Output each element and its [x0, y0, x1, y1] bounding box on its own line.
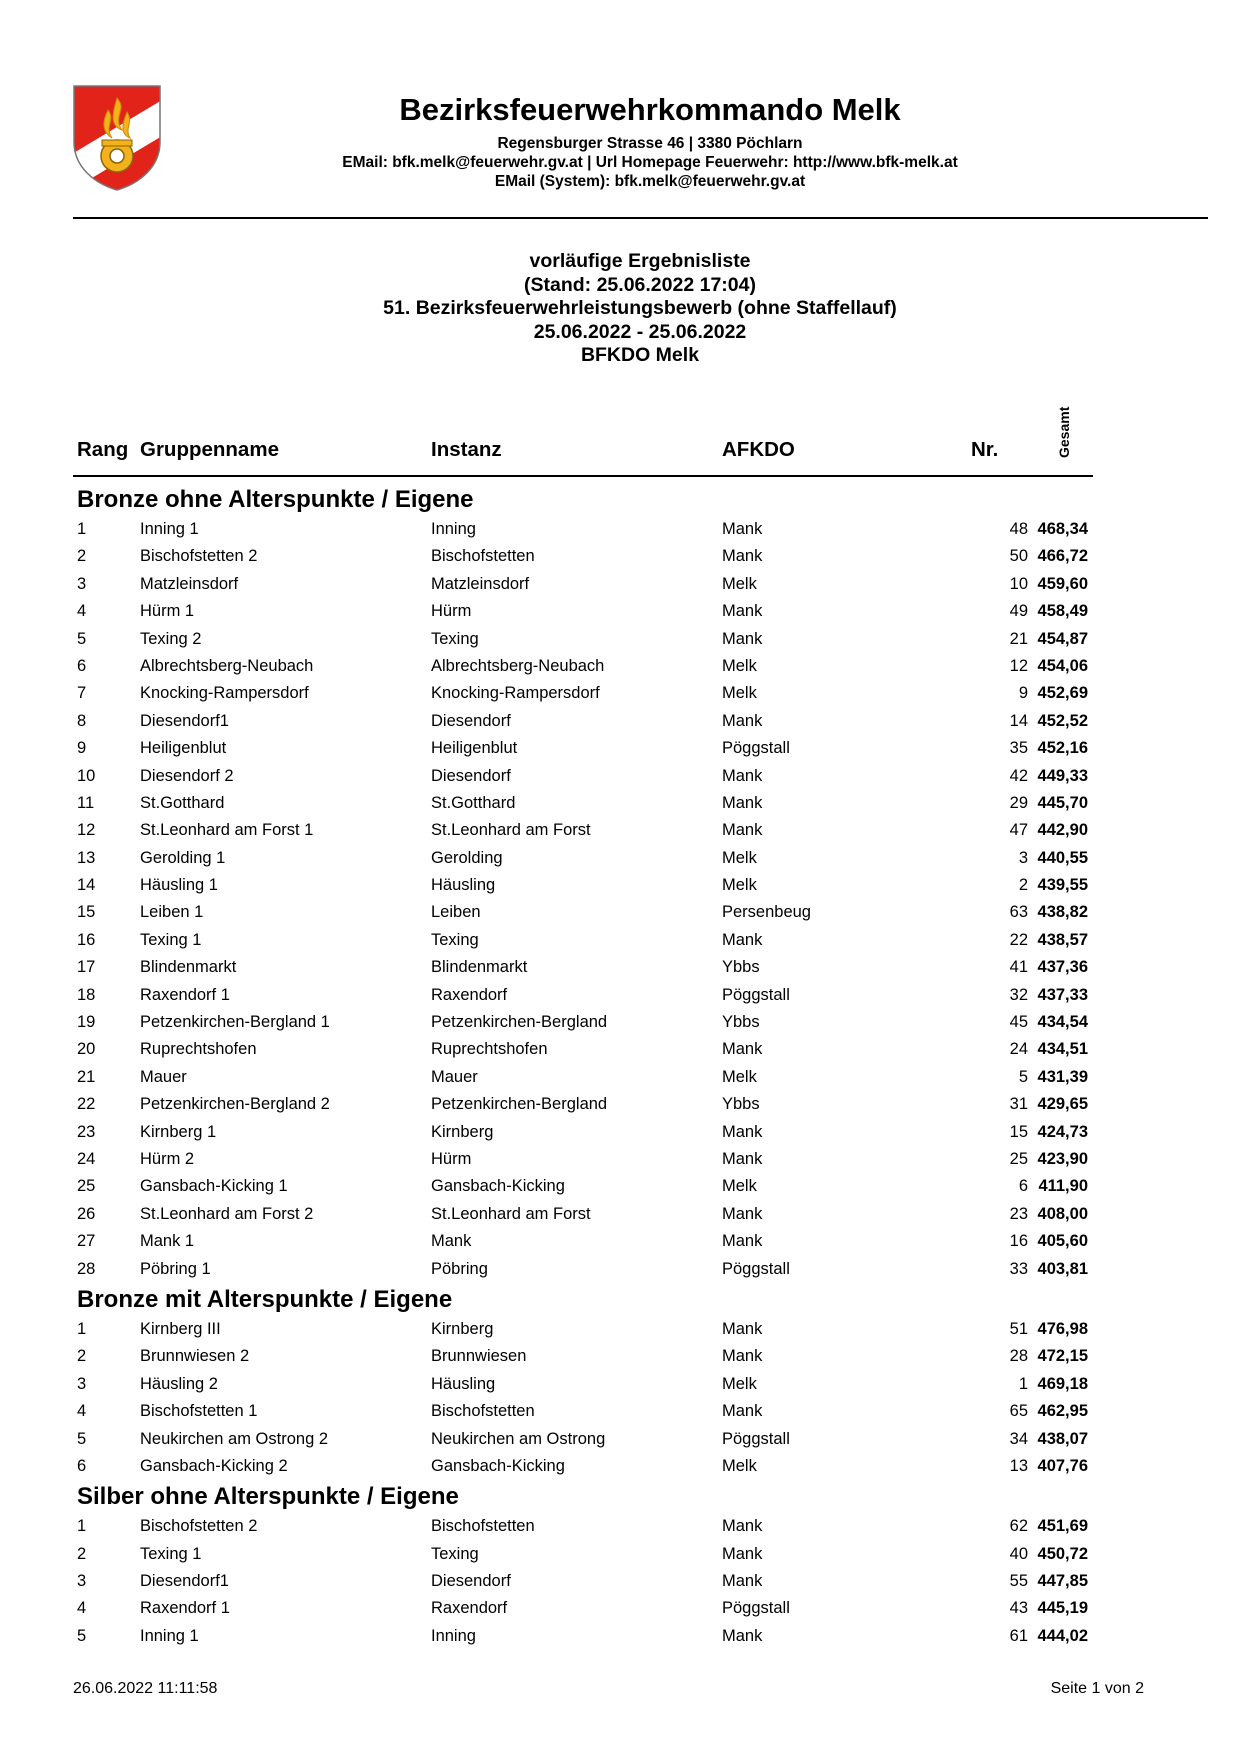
- cell-nr: 25: [1009, 1149, 1028, 1168]
- cell-name: Kirnberg III: [140, 1319, 221, 1338]
- cell-rang: 9: [77, 739, 87, 758]
- cell-name: Texing 2: [140, 629, 202, 648]
- cell-afkdo: Mank: [722, 1402, 763, 1421]
- cell-name: St.Gotthard: [140, 793, 225, 812]
- cell-name: Diesendorf1: [140, 711, 229, 730]
- page-indicator: Seite 1 von 2: [1050, 1680, 1144, 1697]
- cell-name: Pöbring 1: [140, 1259, 211, 1278]
- cell-afkdo: Melk: [722, 684, 757, 703]
- cell-gesamt: 442,90: [1037, 821, 1088, 840]
- cell-gesamt: 454,87: [1037, 629, 1088, 648]
- column-header-nr: Nr.: [971, 438, 999, 461]
- cell-rang: 4: [77, 1599, 87, 1618]
- cell-name: Gansbach-Kicking 1: [140, 1177, 288, 1196]
- table-row: [0, 735, 1240, 762]
- cell-gesamt: 451,69: [1037, 1517, 1088, 1536]
- cell-gesamt: 458,49: [1037, 602, 1088, 621]
- table-row: [0, 954, 1240, 981]
- table-row: [0, 1173, 1240, 1200]
- cell-instanz: St.Leonhard am Forst: [431, 1204, 591, 1223]
- cell-nr: 61: [1009, 1626, 1028, 1645]
- cell-instanz: Texing: [431, 629, 479, 648]
- cell-gesamt: 447,85: [1037, 1572, 1088, 1591]
- cell-rang: 3: [77, 574, 87, 593]
- cell-name: Hürm 1: [140, 602, 195, 621]
- cell-rang: 6: [77, 656, 87, 675]
- cell-name: Kirnberg 1: [140, 1122, 217, 1141]
- cell-afkdo: Melk: [722, 876, 757, 895]
- cell-instanz: Petzenkirchen-Bergland: [431, 1013, 608, 1032]
- cell-gesamt: 452,69: [1037, 684, 1088, 703]
- table-row: [0, 1426, 1240, 1453]
- table-row: [0, 543, 1240, 570]
- cell-nr: 31: [1009, 1095, 1028, 1114]
- cell-instanz: Raxendorf: [431, 1599, 508, 1618]
- cell-nr: 33: [1009, 1259, 1028, 1278]
- cell-name: Knocking-Rampersdorf: [140, 684, 309, 703]
- cell-instanz: Matzleinsdorf: [431, 574, 530, 593]
- cell-nr: 34: [1009, 1429, 1028, 1448]
- cell-name: Hürm 2: [140, 1149, 195, 1168]
- cell-name: Mauer: [140, 1067, 187, 1086]
- cell-afkdo: Ybbs: [722, 1095, 760, 1114]
- cell-name: Ruprechtshofen: [140, 1040, 257, 1059]
- table-row: [0, 680, 1240, 707]
- cell-name: Bischofstetten 1: [140, 1402, 258, 1421]
- cell-instanz: Inning: [431, 520, 476, 538]
- cell-gesamt: 445,70: [1037, 793, 1088, 812]
- column-header-gruppenname: Gruppenname: [140, 438, 279, 461]
- cell-nr: 50: [1009, 547, 1028, 566]
- cell-name: Albrechtsberg-Neubach: [140, 656, 314, 675]
- table-row: [0, 653, 1240, 680]
- cell-rang: 4: [77, 1402, 87, 1421]
- cell-gesamt: 459,60: [1037, 574, 1088, 593]
- cell-gesamt: 403,81: [1037, 1259, 1088, 1278]
- cell-rang: 5: [77, 1429, 87, 1448]
- table-row: [0, 1513, 1240, 1540]
- table-row: [0, 817, 1240, 844]
- cell-afkdo: Mank: [722, 1544, 763, 1563]
- cell-afkdo: Mank: [722, 629, 763, 648]
- cell-name: Neukirchen am Ostrong 2: [140, 1429, 329, 1448]
- org-name: Bezirksfeuerwehrkommando Melk: [399, 92, 901, 127]
- cell-rang: 11: [77, 793, 95, 812]
- fire-brigade-emblem-icon: [72, 84, 162, 192]
- cell-rang: 19: [77, 1013, 96, 1032]
- cell-name: Diesendorf 2: [140, 766, 234, 785]
- cell-rang: 2: [77, 1347, 87, 1366]
- cell-nr: 13: [1009, 1456, 1028, 1475]
- cell-gesamt: 468,34: [1037, 520, 1088, 538]
- table-row: [0, 1568, 1240, 1595]
- cell-gesamt: 408,00: [1037, 1204, 1088, 1223]
- cell-afkdo: Mank: [722, 1122, 763, 1141]
- cell-gesamt: 423,90: [1037, 1149, 1088, 1168]
- cell-afkdo: Mank: [722, 1149, 763, 1168]
- cell-nr: 28: [1009, 1347, 1028, 1366]
- cell-afkdo: Mank: [722, 547, 763, 566]
- cell-rang: 27: [77, 1232, 96, 1251]
- cell-gesamt: 469,18: [1037, 1374, 1088, 1393]
- cell-nr: 51: [1009, 1319, 1028, 1338]
- cell-rang: 7: [77, 684, 87, 703]
- cell-rang: 1: [77, 1517, 87, 1536]
- cell-gesamt: 462,95: [1037, 1402, 1088, 1421]
- section-title: Bronze mit Alterspunkte / Eigene: [77, 1285, 453, 1313]
- cell-instanz: Bischofstetten: [431, 547, 535, 566]
- cell-instanz: Petzenkirchen-Bergland: [431, 1095, 608, 1114]
- cell-rang: 23: [77, 1122, 96, 1141]
- cell-nr: 12: [1009, 656, 1028, 675]
- cell-rang: 2: [77, 547, 87, 566]
- cell-afkdo: Mank: [722, 711, 763, 730]
- cell-nr: 22: [1009, 930, 1028, 949]
- cell-name: Gansbach-Kicking 2: [140, 1456, 288, 1475]
- cell-instanz: Kirnberg: [431, 1122, 494, 1141]
- cell-rang: 10: [77, 766, 96, 785]
- cell-instanz: Diesendorf: [431, 766, 511, 785]
- cell-instanz: Heiligenblut: [431, 739, 518, 758]
- cell-instanz: Leiben: [431, 903, 481, 922]
- cell-instanz: St.Leonhard am Forst: [431, 821, 591, 840]
- cell-afkdo: Melk: [722, 848, 757, 867]
- cell-afkdo: Mank: [722, 766, 763, 785]
- cell-name: Brunnwiesen 2: [140, 1347, 250, 1366]
- cell-nr: 23: [1009, 1204, 1028, 1223]
- table-row: [0, 872, 1240, 899]
- cell-gesamt: 438,57: [1037, 930, 1088, 949]
- cell-nr: 24: [1009, 1040, 1028, 1059]
- column-header-instanz: Instanz: [431, 438, 502, 461]
- cell-instanz: Blindenmarkt: [431, 958, 528, 977]
- table-row: [0, 1119, 1240, 1146]
- cell-name: Petzenkirchen-Bergland 2: [140, 1095, 330, 1114]
- section-title: Silber ohne Alterspunkte / Eigene: [77, 1483, 459, 1511]
- table-row: [0, 1453, 1240, 1480]
- cell-instanz: Pöbring: [431, 1259, 488, 1278]
- cell-instanz: Diesendorf: [431, 711, 511, 730]
- cell-name: Gerolding 1: [140, 848, 226, 867]
- cell-gesamt: 472,15: [1037, 1347, 1088, 1366]
- cell-instanz: Brunnwiesen: [431, 1347, 527, 1366]
- cell-afkdo: Mank: [722, 1319, 763, 1338]
- cell-nr: 49: [1009, 602, 1028, 621]
- cell-nr: 55: [1009, 1572, 1028, 1591]
- org-system-email: EMail (System): bfk.melk@feuerwehr.gv.at: [494, 173, 806, 190]
- cell-nr: 9: [1018, 684, 1028, 703]
- table-row: [0, 845, 1240, 872]
- table-row: [0, 1541, 1240, 1568]
- cell-name: St.Leonhard am Forst 1: [140, 821, 314, 840]
- cell-name: Diesendorf1: [140, 1572, 229, 1591]
- org-address: Regensburger Strasse 46 | 3380 Pöchlarn: [497, 135, 803, 152]
- cell-afkdo: Ybbs: [722, 1013, 760, 1032]
- cell-gesamt: 411,90: [1038, 1177, 1088, 1196]
- cell-name: Bischofstetten 2: [140, 1517, 258, 1536]
- cell-afkdo: Mank: [722, 1040, 763, 1059]
- cell-afkdo: Mank: [722, 1572, 763, 1591]
- cell-rang: 14: [77, 876, 96, 895]
- cell-rang: 3: [77, 1374, 87, 1393]
- cell-nr: 65: [1009, 1402, 1028, 1421]
- report-title: vorläufige Ergebnisliste: [529, 250, 751, 272]
- cell-gesamt: 444,02: [1037, 1626, 1088, 1645]
- cell-rang: 18: [77, 985, 96, 1004]
- cell-afkdo: Pöggstall: [722, 1429, 790, 1448]
- cell-rang: 21: [77, 1067, 96, 1086]
- cell-rang: 12: [77, 821, 96, 840]
- table-row: [0, 1371, 1240, 1398]
- table-row: [0, 1146, 1240, 1173]
- cell-afkdo: Pöggstall: [722, 985, 790, 1004]
- cell-nr: 42: [1009, 766, 1028, 785]
- cell-afkdo: Persenbeug: [722, 903, 811, 922]
- cell-name: Inning 1: [140, 1626, 199, 1645]
- cell-nr: 40: [1009, 1544, 1028, 1563]
- cell-rang: 26: [77, 1204, 96, 1223]
- cell-instanz: Hürm: [431, 1149, 472, 1168]
- cell-instanz: Texing: [431, 1544, 479, 1563]
- cell-rang: 17: [77, 958, 96, 977]
- cell-name: Häusling 1: [140, 876, 218, 895]
- cell-afkdo: Mank: [722, 602, 763, 621]
- cell-instanz: Bischofstetten: [431, 1402, 535, 1421]
- cell-instanz: Diesendorf: [431, 1572, 511, 1591]
- cell-rang: 8: [77, 711, 87, 730]
- report-organizer: BFKDO Melk: [580, 344, 700, 367]
- cell-gesamt: 407,76: [1037, 1456, 1088, 1475]
- cell-rang: 22: [77, 1095, 96, 1114]
- table-row: [0, 1064, 1240, 1091]
- cell-afkdo: Mank: [722, 930, 763, 949]
- cell-afkdo: Melk: [722, 574, 757, 593]
- print-timestamp: 26.06.2022 11:11:58: [73, 1680, 218, 1697]
- cell-afkdo: Mank: [722, 1517, 763, 1536]
- cell-nr: 3: [1018, 848, 1028, 867]
- column-header-gesamt: Gesamt: [1056, 406, 1072, 458]
- cell-gesamt: 431,39: [1037, 1067, 1088, 1086]
- cell-name: Inning 1: [140, 520, 199, 538]
- table-header-divider: [73, 475, 1093, 477]
- cell-name: Texing 1: [140, 930, 202, 949]
- cell-rang: 1: [77, 1319, 87, 1338]
- table-row: [0, 982, 1240, 1009]
- table-row: [0, 763, 1240, 790]
- header-divider: [73, 217, 1208, 219]
- cell-afkdo: Melk: [722, 1067, 757, 1086]
- cell-rang: 6: [77, 1456, 87, 1475]
- cell-name: Häusling 2: [140, 1374, 218, 1393]
- cell-name: Texing 1: [140, 1544, 202, 1563]
- cell-nr: 35: [1009, 739, 1028, 758]
- cell-rang: 2: [77, 1544, 87, 1563]
- cell-afkdo: Mank: [722, 1626, 763, 1645]
- cell-instanz: Mauer: [431, 1067, 478, 1086]
- table-row: [0, 790, 1240, 817]
- cell-instanz: St.Gotthard: [431, 793, 516, 812]
- cell-gesamt: 434,54: [1037, 1013, 1088, 1032]
- cell-instanz: Gansbach-Kicking: [431, 1456, 565, 1475]
- cell-name: Petzenkirchen-Bergland 1: [140, 1013, 330, 1032]
- results-table: [0, 483, 1240, 1650]
- cell-nr: 29: [1009, 793, 1028, 812]
- cell-afkdo: Mank: [722, 793, 763, 812]
- cell-gesamt: 440,55: [1037, 848, 1088, 867]
- cell-nr: 32: [1009, 985, 1028, 1004]
- cell-gesamt: 466,72: [1037, 547, 1088, 566]
- report-date-range: 25.06.2022 - 25.06.2022: [533, 320, 747, 343]
- cell-instanz: Knocking-Rampersdorf: [431, 684, 600, 703]
- table-row: [0, 1009, 1240, 1036]
- table-row: [0, 1256, 1240, 1283]
- cell-gesamt: 452,16: [1037, 739, 1088, 758]
- table-row: [0, 708, 1240, 735]
- column-header-afkdo: AFKDO: [722, 438, 795, 461]
- table-row: [0, 1201, 1240, 1228]
- cell-rang: 24: [77, 1149, 96, 1168]
- cell-gesamt: 454,06: [1037, 656, 1088, 675]
- cell-rang: 13: [77, 848, 96, 867]
- cell-rang: 5: [77, 629, 87, 648]
- cell-nr: 5: [1018, 1067, 1028, 1086]
- cell-gesamt: 438,07: [1037, 1429, 1088, 1448]
- cell-instanz: Mank: [431, 1232, 472, 1251]
- cell-gesamt: 434,51: [1037, 1040, 1088, 1059]
- cell-gesamt: 437,33: [1037, 985, 1088, 1004]
- table-row: [0, 626, 1240, 653]
- cell-afkdo: Mank: [722, 1232, 763, 1251]
- table-row: [0, 927, 1240, 954]
- cell-name: St.Leonhard am Forst 2: [140, 1204, 314, 1223]
- cell-name: Heiligenblut: [140, 739, 227, 758]
- cell-afkdo: Mank: [722, 821, 763, 840]
- table-row: [0, 1036, 1240, 1063]
- cell-gesamt: 437,36: [1037, 958, 1088, 977]
- cell-name: Mank 1: [140, 1232, 195, 1251]
- report-stand: (Stand: 25.06.2022 17:04): [524, 273, 756, 296]
- cell-name: Bischofstetten 2: [140, 547, 258, 566]
- table-row: [0, 1595, 1240, 1622]
- cell-nr: 48: [1009, 520, 1028, 538]
- cell-nr: 16: [1009, 1232, 1028, 1251]
- table-row: [0, 598, 1240, 625]
- cell-nr: 41: [1009, 958, 1028, 977]
- cell-instanz: Kirnberg: [431, 1319, 494, 1338]
- cell-nr: 62: [1009, 1517, 1028, 1536]
- cell-nr: 1: [1018, 1374, 1028, 1393]
- cell-nr: 47: [1009, 821, 1028, 840]
- cell-nr: 15: [1009, 1122, 1028, 1141]
- cell-afkdo: Melk: [722, 656, 757, 675]
- column-header-rang: Rang: [77, 438, 129, 461]
- cell-rang: 20: [77, 1040, 96, 1059]
- cell-afkdo: Mank: [722, 520, 763, 538]
- cell-gesamt: 424,73: [1037, 1122, 1088, 1141]
- table-row: [0, 571, 1240, 598]
- cell-instanz: Raxendorf: [431, 985, 508, 1004]
- cell-instanz: Häusling: [431, 876, 496, 895]
- section-title: Bronze ohne Alterspunkte / Eigene: [77, 486, 474, 513]
- table-row: [0, 1316, 1240, 1343]
- cell-afkdo: Pöggstall: [722, 1259, 790, 1278]
- cell-instanz: Texing: [431, 930, 479, 949]
- cell-afkdo: Mank: [722, 1204, 763, 1223]
- table-row: [0, 1623, 1240, 1650]
- cell-rang: 16: [77, 930, 96, 949]
- cell-nr: 14: [1009, 711, 1028, 730]
- table-row: [0, 516, 1240, 543]
- cell-nr: 45: [1009, 1013, 1028, 1032]
- cell-rang: 5: [77, 1626, 87, 1645]
- cell-name: Matzleinsdorf: [140, 574, 239, 593]
- cell-rang: 4: [77, 602, 87, 621]
- cell-gesamt: 452,52: [1037, 711, 1088, 730]
- cell-instanz: Gansbach-Kicking: [431, 1177, 565, 1196]
- cell-name: Leiben 1: [140, 903, 204, 922]
- cell-afkdo: Melk: [722, 1177, 757, 1196]
- table-row: [0, 899, 1240, 926]
- cell-nr: 43: [1009, 1599, 1028, 1618]
- cell-instanz: Gerolding: [431, 848, 503, 867]
- cell-instanz: Häusling: [431, 1374, 496, 1393]
- cell-instanz: Inning: [431, 1626, 476, 1645]
- cell-afkdo: Pöggstall: [722, 739, 790, 758]
- cell-nr: 10: [1009, 574, 1028, 593]
- cell-instanz: Hürm: [431, 602, 472, 621]
- cell-instanz: Ruprechtshofen: [431, 1040, 548, 1059]
- cell-nr: 6: [1018, 1177, 1028, 1196]
- table-row: [0, 1398, 1240, 1425]
- cell-nr: 21: [1009, 629, 1028, 648]
- report-title-block: [240, 250, 1040, 368]
- cell-rang: 3: [77, 1572, 87, 1591]
- cell-rang: 28: [77, 1259, 96, 1278]
- org-contact-line: EMail: bfk.melk@feuerwehr.gv.at | Url Homepage Feuerwehr: http://www.bfk-melk.at: [342, 154, 958, 171]
- cell-afkdo: Melk: [722, 1374, 757, 1393]
- table-row: [0, 1091, 1240, 1118]
- cell-rang: 15: [77, 903, 96, 922]
- cell-gesamt: 429,65: [1037, 1095, 1088, 1114]
- table-row: [0, 1343, 1240, 1370]
- cell-gesamt: 450,72: [1037, 1544, 1088, 1563]
- cell-gesamt: 445,19: [1037, 1599, 1088, 1618]
- cell-gesamt: 405,60: [1037, 1232, 1088, 1251]
- cell-name: Raxendorf 1: [140, 985, 230, 1004]
- cell-afkdo: Pöggstall: [722, 1599, 790, 1618]
- table-row: [0, 1228, 1240, 1255]
- cell-gesamt: 476,98: [1037, 1319, 1088, 1338]
- cell-instanz: Bischofstetten: [431, 1517, 535, 1536]
- report-event: 51. Bezirksfeuerwehrleistungsbewerb (ohne Staffellauf): [383, 297, 897, 320]
- cell-nr: 63: [1009, 903, 1028, 922]
- cell-instanz: Neukirchen am Ostrong: [431, 1429, 606, 1448]
- cell-nr: 2: [1018, 876, 1028, 895]
- cell-name: Raxendorf 1: [140, 1599, 230, 1618]
- cell-afkdo: Mank: [722, 1347, 763, 1366]
- cell-afkdo: Ybbs: [722, 958, 760, 977]
- cell-gesamt: 439,55: [1037, 876, 1088, 895]
- cell-instanz: Albrechtsberg-Neubach: [431, 656, 605, 675]
- cell-rang: 1: [77, 520, 87, 538]
- cell-gesamt: 449,33: [1037, 766, 1088, 785]
- cell-rang: 25: [77, 1177, 96, 1196]
- cell-gesamt: 438,82: [1037, 903, 1088, 922]
- cell-afkdo: Melk: [722, 1456, 757, 1475]
- cell-name: Blindenmarkt: [140, 958, 237, 977]
